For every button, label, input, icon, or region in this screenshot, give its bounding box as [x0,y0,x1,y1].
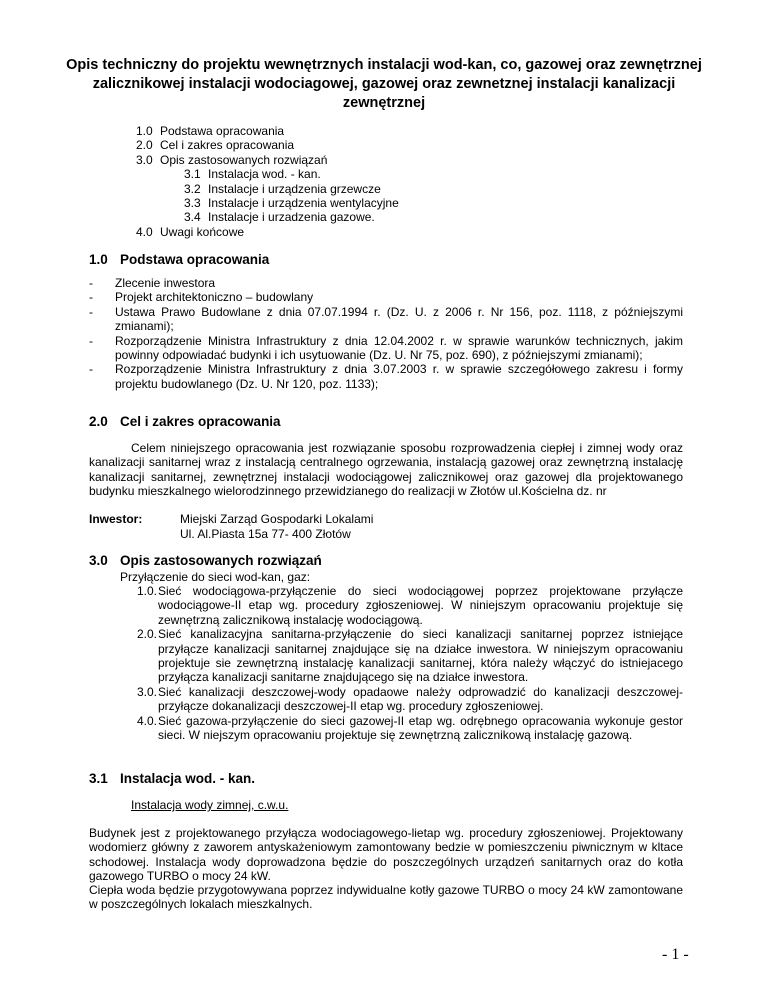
investor-address-row [89,527,351,541]
subsection-heading: Instalacja wody zimnej, c.w.u. [131,798,289,812]
toc-item: 3.3 Instalacje i urządzenia wentylacyjne [184,196,399,211]
section-3-intro: Przyłączenie do sieci wod-kan, gaz: [120,570,311,584]
investor-label: Inwestor: [89,512,143,526]
investor-row [89,512,373,526]
section-1-list [89,276,683,391]
section-2-text: Celem niniejszego opracowania jest rozwiązanie sposobu rozprowadzenia ciepłej i zimnej wody oraz kanalizacji sanitarnej wraz z instalacją centralnego ogrzewania, instalacją gazowej oraz zewnętrzną instalację kanalizacji sanitarnej, zewnętrznej instalacji wodociągowej zalicznikowej oraz gazowej dla projektowanego budynku mieszkalnego wielorodzinnego przewidzianego do realizacji w Złotów ul.Kościelna dz. nr [89,441,683,499]
section-3-1-para: Budynek jest z projektowanego przyłącza wodociagowego-lietap wg. procedury zgłoszeniowej. Projektowany wodomierz główny z zaworem antyskażeniowym zamontowany bedzie w pomieszczeniu piwnicznym w kltace schodowej. Instalacja wody doprowadzona będzie do poszczególnych urządzeń sanitarnych oraz do kotła gazowego TURBO o mocy 24 kW. [89,826,683,884]
list-item: 1.0. Sieć wodociągowa-przyłączenie do sieci wodociągowej poprzez projektowane przyłącze wodociągowe-II etap wg. procedury zgłoszeniowej. W niniejszym opracowaniu projektuje się zewnętrzną zalicznikową instalację wodociągową. [137,584,683,627]
page-number: - 1 - [662,946,689,963]
list-item: - Projekt architektoniczno – budowlany [89,290,683,304]
toc-item: 3.0 Opis zastosowanych rozwiązań [136,152,328,167]
section-3-1-heading: 3.1 Instalacja wod. - kan. [89,771,256,786]
section-1-heading: 1.0 Podstawa opracowania [89,252,270,267]
section-2-heading: 2.0 Cel i zakres opracowania [89,414,281,429]
list-item: 2.0. Sieć kanalizacyjna sanitarna-przyłączenie do sieci kanalizacji sanitarnej poprzez istniejące przyłącze kanalizacji sanitarnej znajdujące się na działce inwestora. W niniejszym opracowaniu projektuje sie zewnętrzną instalację kanalizacji sanitarnej, która należy włączyć do istniejacego przyłącza kanalizacji sanitarne znajdującego się na działce inwestora. [137,627,683,685]
toc-item: 3.4 Instalacje i urzadzenia gazowe. [184,210,375,225]
list-item: 4.0. Sieć gazowa-przyłączenie do sieci gazowej-II etap wg. odrębnego opracowania wykonuje gestor sieci. W niejszym opracowaniu projektuje się zewnętrzną zalicznikową instalację gazową. [137,713,683,743]
toc-item: 4.0 Uwagi końcowe [136,224,245,239]
list-item: - Zlecenie inwestora [89,276,683,290]
document-title: Opis techniczny do projektu wewnętrznych instalacji wod-kan, co, gazowej oraz zewnętrznej zalicznikowej instalacji wodociagowej, gazowej oraz zewnetznej instalacji kanalizacji zewnętrznej [66,57,702,111]
toc-item: 1.0 Podstawa opracowania [136,124,285,138]
investor-address: Ul. Al.Piasta 15a 77- 400 Złotów [180,527,351,541]
list-item: - Rozporządzenie Ministra Infrastruktury z dnia 3.07.2003 r. w sprawie szczegółowego zakresu i formy projektu budowlanego (Dz. U. Nr 120, poz. 1133); [89,362,683,391]
section-3-1-para: Ciepła woda będzie przygotowywana poprzez indywidualne kotły gazowe TURBO o mocy 24 kW zamontowane w poszczególnych lokalach mieszkalnych. [89,883,683,912]
list-item: - Rozporządzenie Ministra Infrastruktury z dnia 12.04.2002 r. w sprawie warunków technicznych, jakim powinny odpowiadać budynki i ich usytuowanie (Dz. U. Nr 75, poz. 690), z późniejszymi zmianami); [89,334,683,363]
list-item: - Ustawa Prawo Budowlane z dnia 07.07.1994 r. (Dz. U. z 2006 r. Nr 156, poz. 1118, z późniejszymi zmianami); [89,305,683,334]
toc-item: 3.1 Instalacja wod. - kan. [184,167,321,182]
list-item: 3.0. Sieć kanalizacji deszczowej-wody opadaowe należy odprowadzić do kanalizacji deszczowej-przyłącze dokanalizacji deszczowej-II etap wg. procedury zgłoszeniowej. [137,684,683,714]
table-of-contents [136,124,399,239]
section-3-list [137,584,683,742]
toc-item: 3.2 Instalacje i urządzenia grzewcze [184,181,381,196]
toc-item: 2.0 Cel i zakres opracowania [136,138,295,153]
section-3-heading: 3.0 Opis zastosowanych rozwiązań [89,553,322,568]
investor-name: Miejski Zarząd Gospodarki Lokalami [180,512,374,526]
